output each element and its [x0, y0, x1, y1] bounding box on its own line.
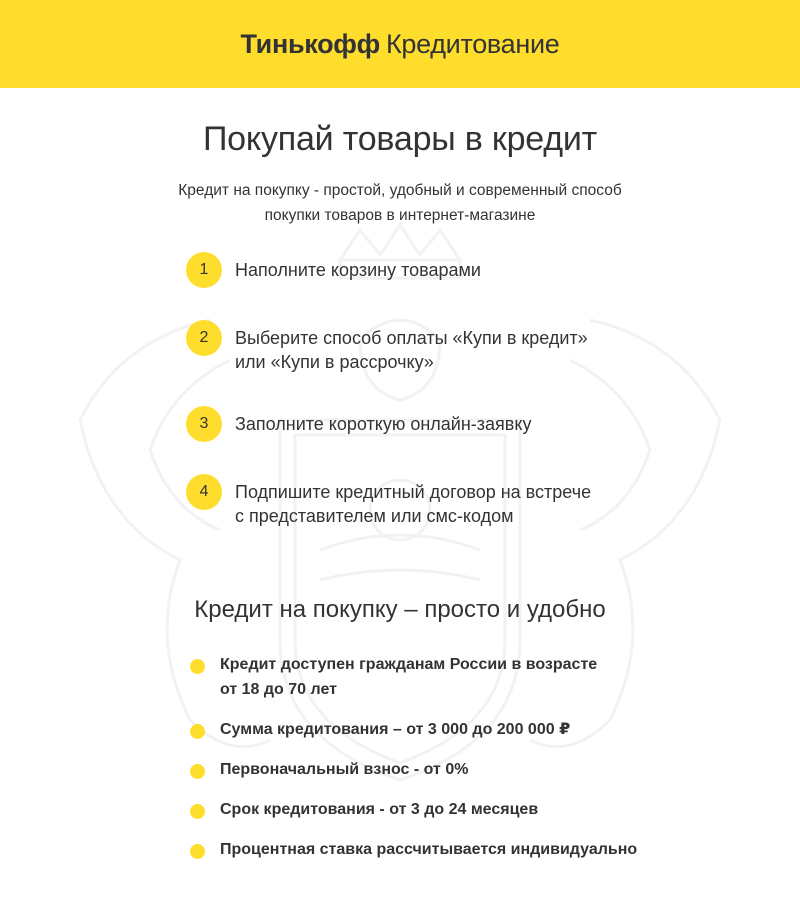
step-number-badge: 1 [186, 252, 222, 288]
section-title: Кредит на покупку – просто и удобно [194, 596, 606, 623]
step-item [186, 406, 635, 442]
step-item [186, 320, 635, 374]
brand-logo[interactable] [240, 29, 559, 60]
bullet-dot-icon [190, 804, 205, 819]
step-text [235, 474, 635, 528]
step-item [186, 252, 635, 288]
step-text-line-1: Наполните корзину товарами [235, 260, 481, 280]
step-text-line-1: Выберите способ оплаты «Купи в кредит» [235, 328, 588, 348]
feature-text-line-1: Первоначальный взнос - от 0% [220, 761, 469, 778]
step-text [235, 406, 635, 436]
feature-item [190, 717, 660, 742]
bullet-dot-icon [190, 659, 205, 674]
feature-text [220, 797, 660, 822]
feature-item [190, 757, 660, 782]
feature-text [220, 652, 660, 702]
subtitle-line-2: покупки товаров в интернет-магазине [264, 207, 536, 224]
step-text [235, 252, 635, 282]
step-text-line-1: Подпишите кредитный договор на встрече [235, 482, 592, 502]
step-number-badge: 2 [186, 320, 222, 356]
bullet-dot-icon [190, 724, 205, 739]
brand-name: Тинькофф [240, 28, 380, 59]
step-text-line-2: или «Купи в рассрочку» [235, 352, 434, 372]
feature-item [190, 837, 660, 862]
page-subtitle [140, 178, 660, 228]
step-item [186, 474, 635, 528]
page-title: Покупай товары в кредит [202, 120, 598, 158]
feature-text-line-1: Срок кредитования - от 3 до 24 месяцев [220, 801, 539, 818]
feature-text-line-1: Кредит доступен гражданам России в возрасте [220, 656, 598, 673]
step-number-badge: 4 [186, 474, 222, 510]
bullet-dot-icon [190, 764, 205, 779]
step-text [235, 320, 635, 374]
brand-product: Кредитование [385, 28, 560, 59]
feature-text [220, 717, 660, 742]
feature-text [220, 837, 660, 862]
feature-text [220, 757, 660, 782]
step-text-line-2: с представителем или смс-кодом [235, 506, 514, 526]
bullet-dot-icon [190, 844, 205, 859]
step-text-line-1: Заполните короткую онлайн-заявку [235, 414, 532, 434]
feature-item [190, 797, 660, 822]
feature-item [190, 652, 660, 702]
step-number-badge: 3 [186, 406, 222, 442]
header-bar [0, 0, 800, 88]
feature-text-line-1: Процентная ставка рассчитывается индивидуально [220, 841, 638, 858]
subtitle-line-1: Кредит на покупку - простой, удобный и современный способ [178, 182, 622, 199]
feature-text-line-1: Сумма кредитования – от 3 000 до 200 000 ₽ [220, 721, 571, 738]
feature-text-line-2: от 18 до 70 лет [220, 681, 337, 698]
